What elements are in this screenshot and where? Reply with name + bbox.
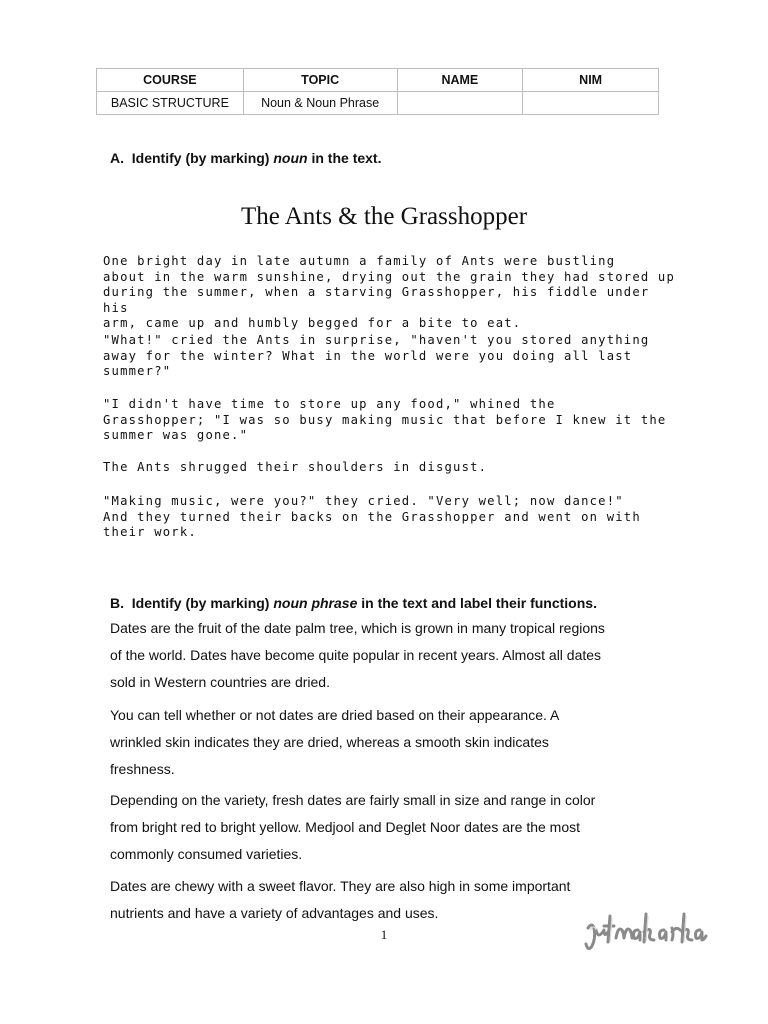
column-header-topic: TOPIC (243, 69, 397, 92)
section-b-number: B. (110, 595, 124, 611)
handwritten-watermark (582, 908, 712, 954)
section-b-emphasis: noun phrase (273, 595, 358, 611)
dates-paragraph: You can tell whether or not dates are dried based on their appearance. A wrinkled skin indicates they are dried, whereas a smooth skin indicates freshness. (110, 707, 560, 777)
section-b-text-after: in the text and label their functions. (361, 595, 597, 611)
cell-course: BASIC STRUCTURE (97, 92, 244, 115)
section-a-emphasis: noun (273, 150, 308, 166)
cell-name (397, 92, 523, 115)
section-a-text-after: in the text. (311, 150, 382, 166)
info-table (96, 68, 659, 115)
section-a-text-before: Identify (by marking) (131, 150, 270, 166)
info-table-header-row (97, 69, 659, 92)
dates-paragraph: Depending on the variety, fresh dates are fairly small in size and range in color from bright red to bright yellow. Medjool and Deglet Noor dates are the most commonly consumed varieties. (110, 792, 596, 862)
story-paragraph: "What!" cried the Ants in surprise, "haven't you stored anything away for the winter? What in the world were you doing all last summer?" (103, 333, 650, 378)
cell-nim (523, 92, 659, 115)
cell-topic: Noun & Noun Phrase (243, 92, 397, 115)
column-header-course: COURSE (97, 69, 244, 92)
section-a-heading (110, 150, 381, 166)
page-number: 1 (380, 927, 388, 942)
section-b-text-before: Identify (by marking) (131, 595, 270, 611)
story-paragraph: "I didn't have time to store up any food," whined the Grasshopper; "I was so busy making music that before I knew it the summer was gone." (103, 397, 667, 442)
section-a-number: A. (110, 150, 124, 166)
info-table-row (97, 92, 659, 115)
story-title: The Ants & the Grasshopper (240, 203, 528, 230)
section-b-heading (110, 595, 597, 611)
story-paragraph: One bright day in late autumn a family of Ants were bustling about in the warm sunshine, drying out the grain they had stored up during the summer, when a starving Grasshopper, his fiddle under his arm, came up and humbly begged for a bite to eat. (103, 254, 676, 330)
story-paragraph: "Making music, were you?" they cried. "Very well; now dance!" And they turned their backs on the Grasshopper and went on with their work. (103, 494, 641, 539)
column-header-nim: NIM (523, 69, 659, 92)
story-paragraph: The Ants shrugged their shoulders in disgust. (103, 460, 488, 474)
dates-paragraph: Dates are chewy with a sweet flavor. They are also high in some important nutrients and have a variety of advantages and uses. (110, 878, 571, 921)
dates-paragraph: Dates are the fruit of the date palm tree, which is grown in many tropical regions of the world. Dates have become quite popular in recent years. Almost all dates sold in Western countries are dried. (110, 620, 605, 690)
column-header-name: NAME (397, 69, 523, 92)
